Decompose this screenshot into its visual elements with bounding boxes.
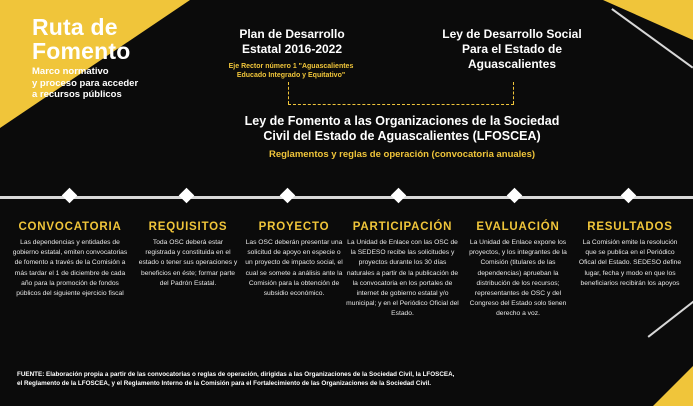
plan-sub-line-1: Eje Rector número 1 "Aguascalientes: [228, 63, 354, 70]
ley-fomento-line-1: Ley de Fomento a las Organizaciones de la Sociedad: [244, 114, 560, 128]
title-line-2: Fomento: [32, 38, 131, 64]
ley-fomento-title: [222, 114, 582, 144]
plan-desarrollo-subtitle: [206, 62, 376, 80]
source-footnote: [17, 371, 577, 389]
step-description: La Unidad de Enlace expone los proyectos, y los integrantes de la Comisión (titulares de las dependencias) aprueban la distribución de los recursos; representantes de OSC y del Congreso del Estado solo tienen derecho a voz.: [469, 239, 567, 318]
ley-social-line-2: Para el Estado de: [461, 42, 563, 56]
yellow-corner-bottom-right: [653, 366, 693, 406]
page-title: [32, 15, 131, 63]
timeline-marker-proyecto: [280, 188, 296, 204]
step-title: REQUISITOS: [148, 221, 228, 233]
connector-horizontal: [288, 104, 514, 105]
timeline-marker-convocatoria: [62, 188, 78, 204]
page-subtitle: [32, 66, 172, 101]
timeline-marker-requisitos: [179, 188, 195, 204]
step-description: Las dependencias y entidades de gobierno estatal, emiten convocatorias de fomento a través de la Comisión a más tardar el 1 de diciembre de cada año para la promoción de fondos públicos del siguiente ejercicio fiscal: [12, 239, 128, 298]
subtitle-line-1: Marco normativo: [32, 66, 109, 77]
ley-desarrollo-social-title: [430, 27, 594, 72]
ley-fomento-subtitle: Reglamentos y reglas de operación (convocatoria anuales): [268, 149, 536, 160]
step-participacion: [345, 220, 460, 320]
plan-desarrollo-title: [212, 27, 372, 57]
step-convocatoria: [10, 220, 130, 299]
step-title: CONVOCATORIA: [18, 221, 122, 233]
step-proyecto: [244, 220, 344, 299]
step-description: Toda OSC deberá estar registrada y constituida en el estado o tener sus operaciones y beneficios en éste; formar parte del Padrón Estatal.: [138, 239, 238, 287]
step-title: PARTICIPACIÓN: [352, 221, 453, 233]
subtitle-line-2: y proceso para acceder: [32, 77, 139, 89]
step-description: Las OSC deberán presentar una solicitud de apoyo en especie o un proyecto de impacto social, el cual se somete a análisis ante la Comisión para la obtención de subsidio económico.: [245, 239, 343, 298]
title-line-1: Ruta de: [32, 14, 118, 40]
footnote-line-1: FUENTE: Elaboración propia a partir de las convocatorias o reglas de operación, dirigidas a las Organizaciones de la Sociedad Civil, la LFOSCEA,: [17, 371, 455, 378]
plan-title-line-2: Estatal 2016-2022: [241, 42, 343, 56]
step-title: RESULTADOS: [587, 221, 673, 233]
step-description: La Unidad de Enlace con las OSC de la SEDESO recibe las solicitudes y proyectos durante los 30 días naturales a partir de la publicación de la convocatoria en los portales de internet de gobierno estatal y/o municipal; y en el Periódico Oficial del Estado.: [346, 239, 459, 318]
step-evaluacion: [464, 220, 572, 320]
step-title: EVALUACIÓN: [476, 221, 560, 233]
connector-right: [513, 82, 514, 104]
step-requisitos: [138, 220, 238, 289]
footnote-line-2: el Reglamento de la LFOSCEA, y el Reglamento Interno de la Comisión para el Fortalecimiento de las Organizaciones de la Sociedad Civil.: [17, 379, 431, 387]
step-resultados: [578, 220, 682, 289]
timeline-line: [0, 196, 693, 199]
decorative-line-bottom: [648, 293, 693, 337]
step-description: La Comisión emite la resolución que se publica en el Periódico Ofical del Estado. SEDESO define lugar, fecha y modo en que los beneficiarios recibirán los apoyos: [578, 239, 682, 287]
ley-fomento-line-2: Civil del Estado de Aguascalientes (LFOSCEA): [263, 129, 541, 143]
timeline-marker-participacion: [391, 188, 407, 204]
timeline-marker-resultados: [621, 188, 637, 204]
plan-title-line-1: Plan de Desarrollo: [239, 27, 345, 41]
connector-left: [288, 82, 289, 104]
ley-social-line-3: Aguascalientes: [467, 57, 557, 71]
ley-social-line-1: Ley de Desarrollo Social: [442, 27, 582, 41]
step-title: PROYECTO: [258, 221, 330, 233]
subtitle-line-3: a recursos públicos: [32, 89, 122, 100]
plan-sub-line-2: Educado Integrado y Equitativo": [236, 72, 346, 79]
timeline-marker-evaluacion: [507, 188, 523, 204]
